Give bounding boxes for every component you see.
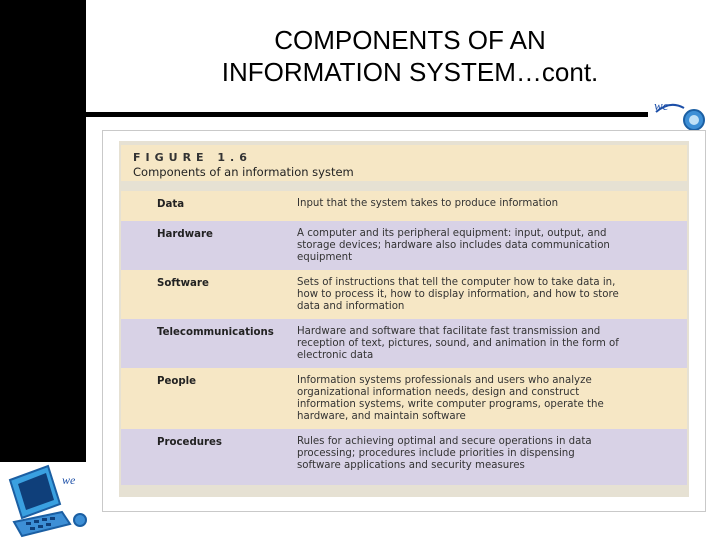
row-term: Procedures [157,437,222,448]
table-row [121,221,687,270]
figure-panel [119,141,689,497]
figure-frame [102,130,706,512]
slide-title [170,24,650,88]
components-table [121,191,687,485]
slide-title-line-2: INFORMATION SYSTEM…cont. [221,57,599,87]
left-black-bar [0,0,86,462]
row-term: People [157,376,197,387]
row-definition: Rules for achieving optimal and secure operations in data processing; procedures include priorities in dispensing software applications and security measures [297,436,592,471]
row-definition: Hardware and software that facilitate fast transmission and reception of text, pictures, sound, and animation in the form of electronic data [297,326,619,361]
logo-text: we [654,98,669,113]
row-term: Hardware [157,229,213,240]
row-term: Data [157,199,185,210]
figure-label: FIGURE 1.6 [133,151,252,164]
row-definition: Information systems professionals and users who analyze organizational information needs, design and construct information systems, write computer programs, operate the hardware, and maintain software [297,375,604,422]
row-definition: Sets of instructions that tell the computer how to take data in, how to process it, how to display information, and how to store data and information [297,277,619,312]
table-row [121,319,687,368]
row-term: Telecommunications [157,327,274,338]
row-term: Software [157,278,209,289]
figure-header [121,145,687,181]
title-underline [86,112,648,117]
row-definition: A computer and its peripheral equipment: input, output, and storage devices; hardware also includes data communication equipment [297,228,610,263]
table-row [121,368,687,429]
table-row [121,429,687,485]
logo-text-bottom: we [62,473,76,487]
table-row [121,191,687,221]
computer-logo-icon [0,460,100,540]
row-definition: Input that the system takes to produce information [297,198,559,209]
slide-title-line-1: COMPONENTS OF AN [274,25,546,55]
table-row [121,270,687,319]
figure-caption: Components of an information system [133,165,354,179]
